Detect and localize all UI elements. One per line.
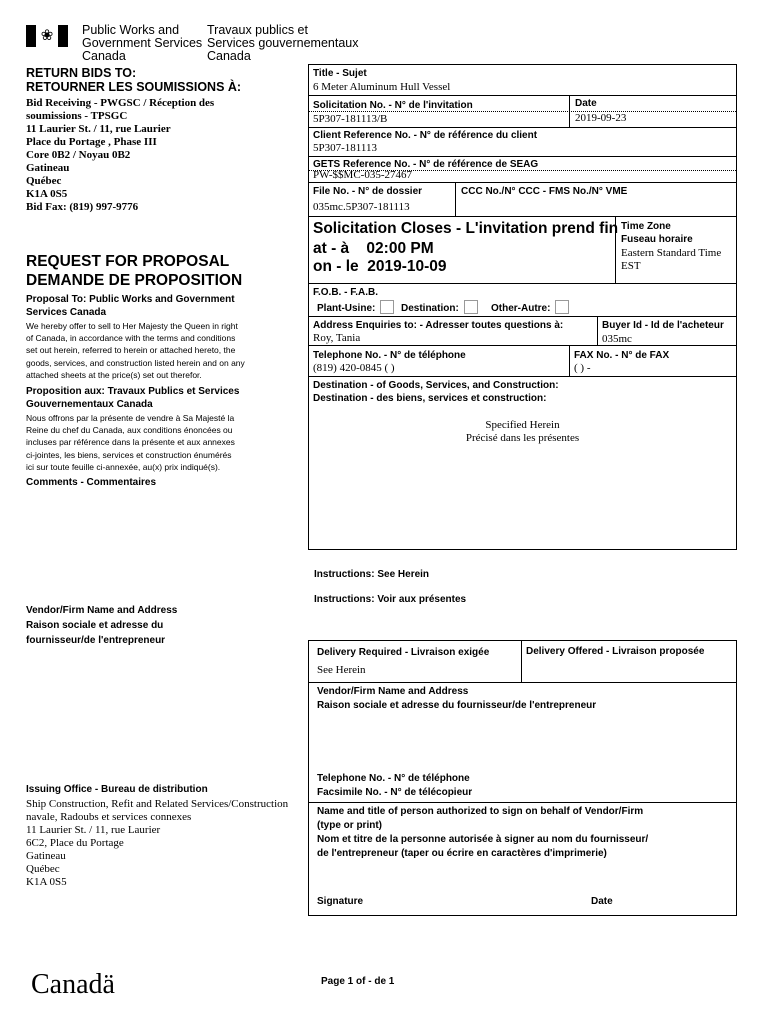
offer-text-en: We hereby offer to sell to Her Majesty the Queen in right of Canada, in accordance with the terms and conditions set out herein, referred to herein or attached hereto, the goods, services, and construction listed herein and on any attached sheets at the price(s) set out therefor. [26,321,245,380]
return-bids-title: RETURN BIDS TO: RETOURNER LES SOUMISSIONS À: [26,66,242,94]
issuing-office-address: Ship Construction, Refit and Related Services/Construction navale, Radoubs et services connexes 11 Laurier St. / 11, rue Laurier 6C2, Place du Portage Gatineau Québec K1A 0S5 [26,798,289,888]
delivery-offered-label: Delivery Offered - Livraison proposée [526,646,705,657]
delivery-required-value: See Herein [317,664,366,676]
file-no-label: File No. - N° de dossier [313,186,423,197]
telephone-label: Telephone No. - N° de téléphone [313,350,466,361]
dept-name-en: Public Works and Government Services Canada [82,23,203,63]
address-enquiries-label: Address Enquiries to: - Adresser toutes questions à: [313,320,564,331]
destination-goods-label: Destination - of Goods, Services, and Construction: Destination - des biens, services et construction: [313,380,559,404]
gets-label: GETS Reference No. - N° de référence de SEAG [313,159,539,170]
proposition-aux: Proposition aux: Travaux Publics et Services Gouvernementaux Canada [26,386,240,410]
title-label: Title - Sujet [313,68,367,79]
delivery-vendor-box [308,640,737,916]
vendor-firm-label: Vendor/Firm Name and Address Raison sociale et adresse du fournisseur/de l'entrepreneur [317,686,597,711]
destination-checkbox[interactable] [464,300,478,314]
canada-wordmark: Canadä [31,969,115,1000]
solicitation-value: 5P307-181113/B [313,113,388,125]
signature-label: Signature [317,896,364,907]
solicitation-label: Solicitation No. - N° de l'invitation [313,100,473,111]
date-label: Date [575,98,597,109]
client-ref-value: 5P307-181113 [313,142,377,154]
dept-name-fr: Travaux publics et Services gouvernementaux Canada [207,23,359,63]
fob-label: F.O.B. - F.A.B. [313,287,378,298]
ccc-label: CCC No./N° CCC - FMS No./N° VME [461,186,628,197]
fob-plant: Plant-Usine: [317,300,394,315]
buyer-id-label: Buyer Id - Id de l'acheteur [602,320,724,331]
instructions-en: Instructions: See Herein [314,569,430,580]
fob-other: Other-Autre: [491,300,569,315]
canada-flag-icon [26,25,68,47]
time-zone-value: Eastern Standard Time EST [621,247,722,272]
telephone-value: (819) 420-0845 ( ) [313,362,395,374]
closing-date: 2019-10-09 [367,258,447,275]
closing-time: 02:00 PM [366,240,434,257]
proposal-to: Proposal To: Public Works and Government Services Canada [26,294,235,318]
address-enquiries-value: Roy, Tania [313,332,361,344]
return-bids-address: Bid Receiving - PWGSC / Réception des soumissions - TPSGC 11 Laurier St. / 11, rue Laurier Place du Portage , Phase III Core 0B2 / Noyau 0B2 Gatineau Québec K1A 0S5 Bid Fax: (819) 997-9776 [26,97,215,213]
issuing-office-label: Issuing Office - Bureau de distribution [26,784,208,795]
vendor-left-label: Vendor/Firm Name and Address Raison sociale et adresse du fournisseur/de l'entrepreneur [26,605,178,646]
time-zone-label: Time Zone Fuseau horaire [621,221,693,245]
instructions-fr: Instructions: Voir aux présentes [314,594,467,605]
specified-herein: Specified Herein Précisé dans les présentes [465,419,580,444]
plant-checkbox[interactable] [380,300,394,314]
fax-value: ( ) - [574,362,591,374]
title-value: 6 Meter Aluminum Hull Vessel [313,81,451,93]
file-no-value: 035mc.5P307-181113 [313,201,410,213]
request-title: REQUEST FOR PROPOSAL DEMANDE DE PROPOSITION [26,253,243,289]
offer-text-fr: Nous offrons par la présente de vendre à Sa Majesté la Reine du chef du Canada, aux conditions énoncées ou incluses par référence dans la présente et aux annexes ci-jointes, les biens, services et construction énumérés ici sur toute feuille ci-annexée, au(x) prix indiqué(s). [26,413,235,472]
other-checkbox[interactable] [555,300,569,314]
comments-label: Comments - Commentaires [26,477,157,488]
fob-destination: Destination: [401,300,478,315]
signature-date-label: Date [591,896,613,907]
date-value: 2019-09-23 [575,112,627,124]
client-ref-label: Client Reference No. - N° de référence du client [313,130,538,141]
closes-at-row: at - à 02:00 PM [313,240,434,257]
maple-leaf-icon: ❀ [40,27,54,44]
buyer-id-value: 035mc [602,333,632,345]
solicitation-form-box [308,64,737,550]
fax-label: FAX No. - N° de FAX [574,350,670,361]
delivery-required-label: Delivery Required - Livraison exigée [317,647,490,658]
authorized-signer-label: Name and title of person authorized to sign on behalf of Vendor/Firm (type or print) Nom et titre de la personne autorisée à signer au nom du fournisseur/ de l'entrepreneur (taper ou écrire en caractères d'imprimerie) [317,806,649,859]
solicitation-closes-label: Solicitation Closes - L'invitation prend fin [313,220,619,237]
vendor-phone-label: Telephone No. - N° de téléphone Facsimile No. - N° de télécopieur [317,773,473,798]
gets-value: PW-$$MC-035-27467 [313,169,412,181]
closes-on-row: on - le 2019-10-09 [313,258,447,275]
page-number: Page 1 of - de 1 [321,976,395,987]
